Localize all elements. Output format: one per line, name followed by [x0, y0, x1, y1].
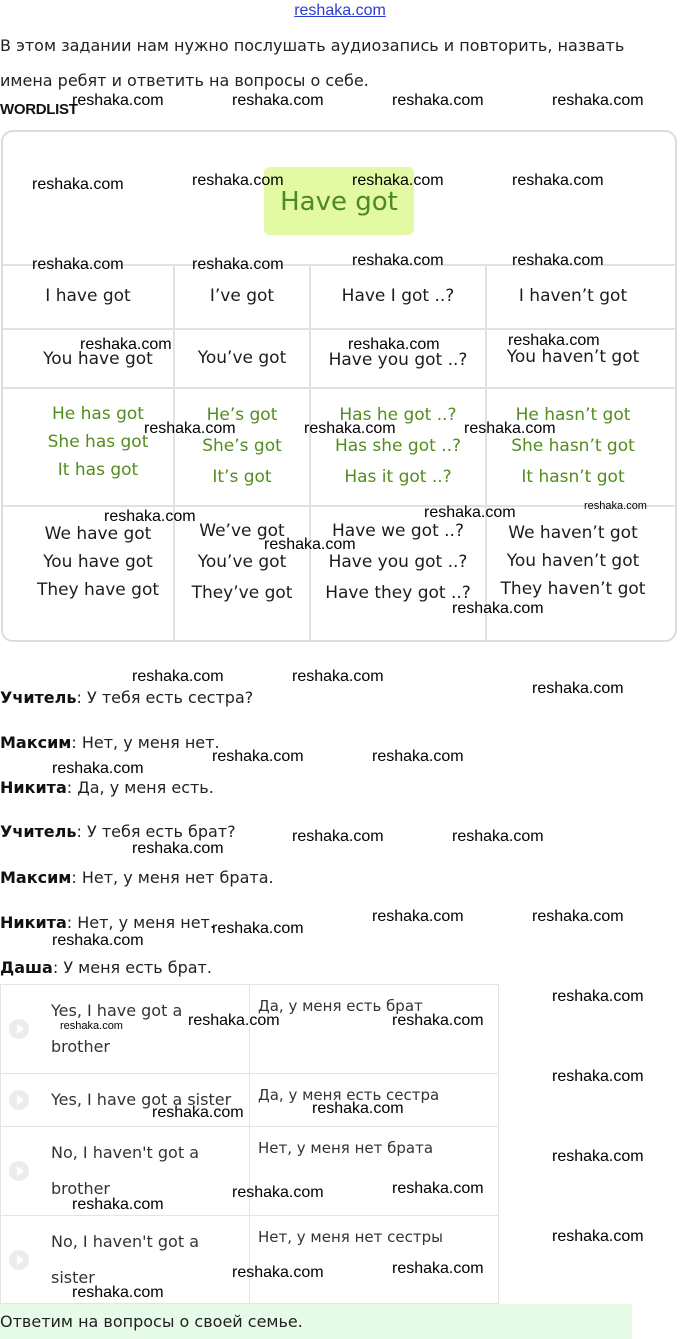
you-line: You have got	[43, 552, 153, 572]
cell-short-form	[175, 400, 309, 493]
speaker-name: Максим	[0, 868, 72, 887]
watermark: reshaka.com	[508, 332, 600, 349]
play-icon[interactable]	[9, 1090, 29, 1110]
it-line: It hasn’t got	[521, 467, 625, 487]
they-line: They haven’t got	[500, 579, 646, 599]
watermark: reshaka.com	[132, 840, 224, 857]
it-line: Has it got ..?	[344, 467, 452, 487]
watermark: reshaka.com	[552, 92, 644, 109]
dialogue-line	[0, 688, 253, 707]
watermark: reshaka.com	[52, 760, 144, 777]
he-line: He’s got	[206, 405, 278, 425]
dialogue-line	[0, 868, 274, 887]
he-line: He hasn’t got	[515, 405, 631, 425]
dialogue-line	[0, 822, 236, 841]
cell-question: Have you got ..?	[328, 350, 468, 370]
phrase-ru: Да, у меня есть брат	[258, 997, 423, 1015]
watermark: reshaka.com	[532, 908, 624, 925]
cell-full-form	[3, 520, 193, 604]
watermark: reshaka.com	[232, 1184, 324, 1201]
footer-text: Ответим на вопросы о своей семье.	[0, 1312, 303, 1331]
row-divider	[0, 1073, 499, 1074]
he-line: He has got	[52, 404, 144, 424]
dialogue-line	[0, 958, 212, 977]
watermark: reshaka.com	[192, 256, 284, 273]
watermark: reshaka.com	[32, 176, 124, 193]
speaker-name: Даша	[0, 958, 53, 977]
watermark: reshaka.com	[152, 1104, 244, 1121]
speaker-name: Никита	[0, 778, 67, 797]
watermark: reshaka.com	[192, 172, 284, 189]
phrase-ru: Нет, у меня нет брата	[258, 1139, 434, 1157]
row-divider	[3, 387, 676, 389]
watermark: reshaka.com	[132, 668, 224, 685]
phrase-en: Yes, I have got a brother	[51, 1001, 183, 1056]
they-line: They have got	[36, 580, 160, 600]
watermark: reshaka.com	[188, 1012, 280, 1029]
row-divider	[3, 328, 676, 330]
watermark: reshaka.com	[372, 908, 464, 925]
you-line: Have you got ..?	[328, 552, 468, 572]
line-text: : Нет, у меня нет.	[66, 913, 215, 932]
cell-short-form: I’ve got	[209, 286, 275, 306]
you-line: You’ve got	[197, 552, 287, 572]
watermark: reshaka.com	[352, 172, 444, 189]
watermark: reshaka.com	[512, 172, 604, 189]
watermark: reshaka.com	[392, 92, 484, 109]
watermark: reshaka.com	[60, 1020, 123, 1032]
cell-short-form	[175, 516, 309, 609]
watermark: reshaka.com	[292, 668, 384, 685]
we-line: We’ve got	[199, 521, 285, 541]
it-line: It has got	[57, 460, 139, 480]
dialogue-line	[0, 733, 220, 752]
they-line: Have they got ..?	[325, 583, 471, 603]
she-line: She’s got	[202, 436, 282, 456]
watermark: reshaka.com	[212, 920, 304, 937]
speaker-name: Никита	[0, 913, 67, 932]
watermark: reshaka.com	[464, 420, 556, 437]
phrase-en: No, I haven't got a brother	[51, 1143, 199, 1198]
we-line: We haven’t got	[508, 523, 638, 543]
phrase-en: Yes, I have got a sister	[51, 1090, 232, 1109]
watermark: reshaka.com	[292, 828, 384, 845]
watermark: reshaka.com	[392, 1012, 484, 1029]
watermark: reshaka.com	[452, 828, 544, 845]
cell-question: Have I got ..?	[341, 286, 455, 306]
phrase-ru: Да, у меня есть сестра	[258, 1086, 440, 1104]
watermark: reshaka.com	[392, 1180, 484, 1197]
play-icon[interactable]	[9, 1161, 29, 1181]
line-text: : Нет, у меня нет.	[71, 733, 220, 752]
she-line: Has she got ..?	[334, 436, 462, 456]
she-line: She hasn’t got	[511, 436, 635, 456]
watermark: reshaka.com	[52, 932, 144, 949]
dialogue-line	[0, 913, 215, 932]
speaker-name: Максим	[0, 733, 72, 752]
cell-question	[311, 400, 485, 493]
watermark: reshaka.com	[232, 92, 324, 109]
line-text: : У меня есть брат.	[52, 958, 212, 977]
watermark: reshaka.com	[144, 420, 236, 437]
watermark: reshaka.com	[348, 336, 440, 353]
watermark: reshaka.com	[80, 336, 172, 353]
cell-full-form: I have got	[45, 286, 131, 306]
phrase-ru: Нет, у меня нет сестры	[258, 1228, 443, 1246]
watermark: reshaka.com	[584, 500, 647, 512]
watermark: reshaka.com	[72, 92, 164, 109]
watermark: reshaka.com	[424, 504, 516, 521]
col-divider	[249, 984, 250, 1304]
cell-negative	[487, 519, 659, 603]
you-line: You haven’t got	[506, 551, 640, 571]
watermark: reshaka.com	[264, 536, 356, 553]
cell-negative: I haven’t got	[518, 286, 628, 306]
line-text: : Нет, у меня нет брата.	[71, 868, 274, 887]
it-line: It’s got	[212, 467, 272, 487]
they-line: They’ve got	[191, 583, 293, 603]
intro-text: В этом задании нам нужно послушать аудиозапись и повторить, назвать имена ребят и ответить на вопросы о себе.	[0, 36, 625, 90]
speaker-name: Учитель	[0, 688, 77, 707]
site-link[interactable]: reshaka.com	[294, 2, 386, 19]
watermark: reshaka.com	[104, 508, 196, 525]
cell-full-form	[3, 400, 193, 484]
line-text: : Да, у меня есть.	[66, 778, 214, 797]
watermark: reshaka.com	[32, 256, 124, 273]
he-line: Has he got ..?	[339, 405, 457, 425]
watermark: reshaka.com	[304, 420, 396, 437]
watermark: reshaka.com	[392, 1260, 484, 1277]
watermark: reshaka.com	[212, 748, 304, 765]
play-icon[interactable]	[9, 1019, 29, 1039]
phrase-en: No, I haven't got a sister	[51, 1232, 199, 1287]
have-got-heading: Have got	[264, 167, 414, 235]
cell-negative	[487, 400, 659, 493]
watermark: reshaka.com	[552, 1148, 644, 1165]
watermark: reshaka.com	[552, 1068, 644, 1085]
watermark: reshaka.com	[552, 1228, 644, 1245]
watermark: reshaka.com	[552, 988, 644, 1005]
speaker-name: Учитель	[0, 822, 77, 841]
we-line: We have got	[44, 524, 152, 544]
dialogue-line	[0, 778, 214, 797]
watermark: reshaka.com	[232, 1264, 324, 1281]
watermark: reshaka.com	[532, 680, 624, 697]
line-text: : У тебя есть брат?	[76, 822, 236, 841]
watermark: reshaka.com	[352, 252, 444, 269]
wordlist-title: WORDLIST	[0, 101, 78, 118]
row-divider	[0, 1126, 499, 1127]
watermark: reshaka.com	[72, 1196, 164, 1213]
watermark: reshaka.com	[372, 748, 464, 765]
row-divider	[3, 505, 676, 507]
cell-full-form: You have got	[43, 349, 153, 369]
line-text: : У тебя есть сестра?	[76, 688, 254, 707]
cell-negative: You haven’t got	[506, 347, 640, 367]
play-icon[interactable]	[9, 1250, 29, 1270]
cell-question	[311, 516, 485, 609]
watermark: reshaka.com	[312, 1100, 404, 1117]
she-line: She has got	[47, 432, 149, 452]
watermark: reshaka.com	[512, 252, 604, 269]
cell-short-form: You’ve got	[197, 348, 287, 368]
watermark: reshaka.com	[452, 600, 544, 617]
we-line: Have we got ..?	[332, 521, 464, 541]
watermark: reshaka.com	[72, 1284, 164, 1301]
row-divider	[0, 1215, 499, 1216]
